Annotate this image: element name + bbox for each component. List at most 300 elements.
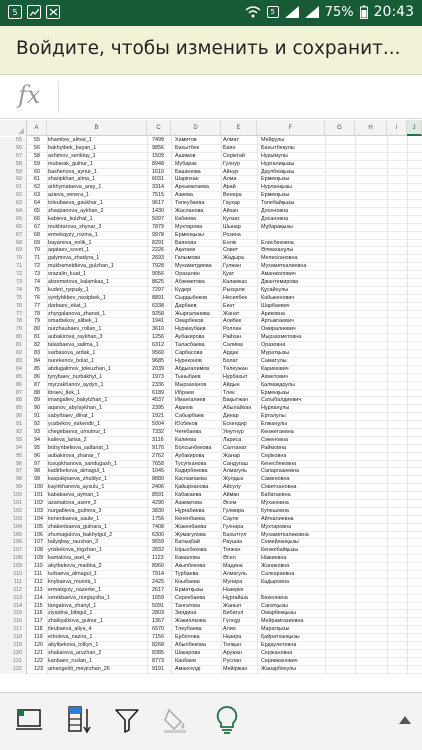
row-number[interactable]: 96 [0,461,27,469]
row-number[interactable]: 77 [0,311,27,319]
table-row[interactable] [0,421,422,429]
table-row[interactable] [0,334,422,342]
sheet-view-button[interactable] [12,703,46,737]
cell-a[interactable]: 81 [34,334,40,341]
cell-d[interactable]: Башенова [175,168,201,175]
table-row[interactable] [0,500,422,508]
cell-c[interactable]: 9659 [152,539,164,546]
cell-d[interactable]: Аубакирова [175,334,205,341]
cell-b[interactable]: toleubaeva_gaukhar_1 [48,200,103,207]
cell-a[interactable]: 96 [34,452,40,459]
cell-f[interactable]: Каримович [261,365,289,372]
table-row[interactable] [0,492,422,500]
row-number[interactable]: 114 [0,603,27,611]
cell-b[interactable]: yrisbekova_togzhan_1 [48,547,102,554]
cell-e[interactable]: Әсел [223,555,236,562]
cell-f[interactable]: Ермекқызы [261,192,290,199]
table-row[interactable] [0,224,422,232]
cell-b[interactable]: sharipkhan_alma_1 [48,176,96,183]
table-row[interactable] [0,232,422,240]
cell-c[interactable]: 2336 [152,381,164,388]
cell-e[interactable]: Мунира [223,578,243,585]
cell-b[interactable]: bashenova_aynur_1 [48,168,97,175]
cell-d[interactable]: Сырдыбеков [175,294,207,301]
table-row[interactable] [0,303,422,311]
table-row[interactable] [0,437,422,445]
cell-c[interactable]: 7914 [152,570,164,577]
cell-b[interactable]: kamalova_asel_4 [48,555,90,562]
row-number[interactable]: 88 [0,397,27,405]
row-number[interactable]: 67 [0,232,27,240]
cell-a[interactable]: 69 [34,239,40,246]
cell-e[interactable]: Бибигүл [223,610,244,617]
cell-c[interactable]: 1509 [152,152,164,159]
cell-c[interactable]: 2762 [152,452,164,459]
cell-f[interactable]: Салкараевна [261,570,295,577]
spreadsheet-grid[interactable] [0,120,422,675]
cell-c[interactable]: 9856 [152,144,164,151]
table-row[interactable] [0,366,422,374]
cell-e[interactable]: Нұрғайша [223,594,248,601]
table-row[interactable] [0,650,422,658]
cell-d[interactable]: Толеубаева [175,200,205,207]
cell-e[interactable]: Розина [223,231,241,238]
cell-c[interactable]: 8948 [152,160,164,167]
table-row[interactable] [0,295,422,303]
table-row[interactable] [0,382,422,390]
cell-b[interactable]: tleubaeva_aliya_4 [48,626,92,633]
cell-f[interactable]: Семейханқызы [261,539,299,546]
cell-c[interactable]: 1256 [152,334,164,341]
cell-a[interactable]: 55 [34,137,40,143]
cell-a[interactable]: 97 [34,460,40,467]
cell-b[interactable]: zhyrgalanova_zhanat_1 [48,310,106,317]
row-number[interactable]: 105 [0,532,27,540]
cell-b[interactable]: imangaliev_bakytzhan_1 [48,397,108,404]
cell-f[interactable]: Досеновна [261,208,289,215]
cell-d[interactable]: Шакарова [175,649,201,656]
table-row[interactable] [0,610,422,618]
table-row[interactable] [0,484,422,492]
table-row[interactable] [0,247,422,255]
cell-a[interactable]: 73 [34,271,40,278]
cell-b[interactable]: darbaev_ekat_1 [48,302,87,309]
column-header-e[interactable]: E [221,120,257,136]
cell-f[interactable]: Аманжолович [261,271,296,278]
column-header-f[interactable]: F [257,120,325,136]
cell-d[interactable]: Ақанов [175,405,193,412]
cell-f[interactable]: Ариковна [261,310,285,317]
row-number[interactable]: 118 [0,634,27,642]
cell-b[interactable]: ibraev_tlek_1 [48,389,81,396]
cell-a[interactable]: 118 [34,626,43,633]
cell-e[interactable]: Болат [223,357,238,364]
row-number[interactable]: 110 [0,571,27,579]
cell-d[interactable]: Нұрғабиева [175,507,205,514]
row-number[interactable]: 90 [0,413,27,421]
cell-c[interactable]: 2803 [152,610,164,617]
cell-a[interactable]: 111 [34,570,43,577]
cell-c[interactable]: 8385 [152,649,164,656]
cell-a[interactable]: 109 [34,555,43,562]
cell-f[interactable]: Әлмаханұлы [261,247,294,254]
cell-d[interactable]: Амангелдi [175,665,201,672]
cell-d[interactable]: Балықбай [175,539,200,546]
cell-a[interactable]: 121 [34,649,43,656]
cell-c[interactable]: 3116 [152,436,164,443]
table-row[interactable] [0,547,422,555]
cell-d[interactable]: Дарбаев [175,302,197,309]
cell-d[interactable]: Азиева [175,192,193,199]
cell-f[interactable]: Сержановна [261,649,293,656]
cell-c[interactable]: 1941 [152,318,164,325]
row-number[interactable]: 99 [0,484,27,492]
column-header-g[interactable]: G [325,120,355,136]
cell-d[interactable]: Ашимов [175,152,196,159]
cell-b[interactable]: bolsynbekova_saltanat_1 [48,444,109,451]
cell-f[interactable]: Маратқызы [261,626,290,633]
row-number[interactable]: 87 [0,390,27,398]
table-row[interactable] [0,397,422,405]
cell-a[interactable]: 115 [34,602,43,609]
cell-e[interactable]: Енлiк [223,239,237,246]
cell-a[interactable]: 103 [34,507,43,514]
cell-a[interactable]: 107 [34,539,43,546]
cell-e[interactable]: Ардак [223,350,238,357]
cell-b[interactable]: nurekenov_bolat_1 [48,357,94,364]
cell-b[interactable]: abzemetova_kalamkas_1 [48,279,110,286]
cell-d[interactable]: Тыныбаев [175,373,201,380]
cell-f[interactable]: Оразовна [261,342,286,349]
cell-a[interactable]: 82 [34,342,40,349]
cell-a[interactable]: 106 [34,531,43,538]
cell-d[interactable]: Канбаев [175,657,196,664]
cell-f[interactable]: Қайратханқызы [261,634,300,641]
table-row[interactable] [0,532,422,540]
row-number[interactable]: 86 [0,382,27,390]
table-row[interactable] [0,350,422,358]
cell-d[interactable]: Юсбеков [175,421,198,428]
cell-b[interactable]: arkhymataeva_aray_1 [48,184,102,191]
cell-a[interactable]: 88 [34,389,40,396]
cell-f[interactable]: Досановна [261,215,289,222]
cell-e[interactable]: Ескендир [223,421,247,428]
row-number[interactable]: 92 [0,429,27,437]
cell-e[interactable]: Алмагуль [223,468,247,475]
cell-c[interactable]: 7408 [152,523,164,530]
cell-f[interactable]: Мухтаровна [261,523,292,530]
cell-d[interactable]: Нуржаубаев [175,326,206,333]
table-row[interactable] [0,476,422,484]
cell-a[interactable]: 100 [34,484,43,491]
cell-a[interactable]: 110 [34,563,43,570]
cell-b[interactable]: zhumagulova_bakhytgul_2 [48,531,113,538]
cell-a[interactable]: 83 [34,350,40,357]
cell-e[interactable]: Гаухар [223,200,240,207]
row-number[interactable]: 84 [0,366,27,374]
cell-c[interactable]: 6312 [152,342,164,349]
cell-c[interactable]: 7297 [152,286,164,293]
cell-e[interactable]: Жулдыз [223,476,244,483]
table-row[interactable] [0,161,422,169]
cell-f[interactable]: Джантемирова [261,279,299,286]
row-number[interactable]: 68 [0,240,27,248]
table-row[interactable] [0,524,422,532]
cell-d[interactable]: Каспакпаева [175,476,207,483]
cell-f[interactable]: Нұрланұлы [261,405,290,412]
cell-f[interactable]: Раймовна [261,444,286,451]
cell-c[interactable]: 1045 [152,468,164,475]
cell-e[interactable]: Нурбахыт [223,373,248,380]
cell-a[interactable]: 104 [34,515,43,522]
cell-b[interactable]: zhakiyalkova_gulnur_1 [48,618,103,625]
cell-a[interactable]: 99 [34,476,40,483]
row-number[interactable]: 100 [0,492,27,500]
table-row[interactable] [0,358,422,366]
cell-a[interactable]: 62 [34,184,40,191]
cell-a[interactable]: 117 [34,618,43,625]
row-number[interactable]: 69 [0,247,27,255]
cell-c[interactable]: 8591 [152,492,164,499]
row-number[interactable]: 112 [0,587,27,595]
cell-e[interactable]: Гулмира [223,507,244,514]
row-number[interactable]: 115 [0,610,27,618]
cell-a[interactable]: 59 [34,160,40,167]
cell-b[interactable]: zhaspanova_aykhan_2 [48,208,104,215]
cell-c[interactable]: 5091 [152,602,164,609]
row-number[interactable]: 75 [0,295,27,303]
row-number[interactable]: 82 [0,350,27,358]
cell-e[interactable]: Динар [223,413,239,420]
cell-c[interactable]: 6570 [152,626,164,633]
expand-toolbar-button[interactable] [388,703,422,737]
cell-e[interactable]: Алибек [223,318,242,325]
cell-f[interactable]: Мухаметкаликовна [261,531,309,538]
cell-b[interactable]: balyqbay_raushan_3 [48,539,99,546]
cell-f[interactable]: Даулбекқызы [261,168,295,175]
cell-a[interactable]: 120 [34,642,43,648]
row-number[interactable]: 60 [0,176,27,184]
row-number[interactable]: 55 [0,137,27,145]
cell-a[interactable]: 90 [34,405,40,412]
cell-a[interactable]: 70 [34,247,40,254]
cell-a[interactable]: 76 [34,294,40,301]
table-row[interactable] [0,176,422,184]
cell-b[interactable]: aqataev_sovet_1 [48,247,90,254]
cell-b[interactable]: yusbekov_eskendir_1 [48,421,101,428]
cell-e[interactable]: Арай [223,184,236,191]
cell-f[interactable]: Шарбаевич [261,302,290,309]
cell-c[interactable]: 3314 [152,184,164,191]
cell-d[interactable]: Азаматова [175,499,202,506]
cell-d[interactable]: Аубакирова [175,452,205,459]
cell-c[interactable]: 6338 [152,302,164,309]
signin-banner-text[interactable]: Войдите, чтобы изменить и сохранит... [16,38,401,59]
column-header-a[interactable]: A [27,120,47,136]
row-number[interactable]: 93 [0,437,27,445]
cell-a[interactable]: 79 [34,318,40,325]
cell-b[interactable]: omarbekov_alibek_1 [48,318,98,325]
cell-e[interactable]: Екат [223,302,235,309]
cell-f[interactable]: Нурланқызы [261,184,293,191]
cell-d[interactable]: Күдерi [175,286,192,293]
cell-d[interactable]: Архыматаева [175,184,209,191]
cell-f[interactable]: Бабатаевна [261,492,291,499]
cell-e[interactable]: Айхан [223,208,239,215]
cell-f[interactable]: Омарбекқызы [261,610,296,617]
cell-e[interactable]: Алия [223,626,236,633]
cell-b[interactable]: ziyadina_bibigul_1 [48,610,93,617]
cell-b[interactable]: amangeldi_meyirzhan_26 [48,665,110,672]
grid-rows[interactable] [0,137,422,674]
cell-a[interactable]: 112 [34,578,43,585]
cell-d[interactable]: Абземетова [175,279,205,286]
table-row[interactable] [0,468,422,476]
cell-c[interactable]: 2226 [152,247,164,254]
cell-c[interactable]: 1610 [152,168,164,175]
cell-f[interactable]: Жанарбекулы [261,665,297,672]
cell-f[interactable]: Елжанұлы [261,421,288,428]
cell-e[interactable]: Несипбек [223,294,247,301]
column-header-d[interactable]: D [171,120,221,136]
cell-c[interactable]: 9176 [152,444,164,451]
cell-b[interactable]: myrzakhanov_aydyn_1 [48,381,104,388]
row-number[interactable]: 104 [0,524,27,532]
cell-a[interactable]: 122 [34,657,43,664]
cell-e[interactable]: Баян [223,144,236,151]
cell-f[interactable]: Ахметович [261,373,288,380]
cell-a[interactable]: 75 [34,286,40,293]
cell-b[interactable]: kanbaev_ruslan_1 [48,657,93,664]
cell-c[interactable]: 6031 [152,176,164,183]
table-row[interactable] [0,666,422,674]
table-row[interactable] [0,287,422,295]
cell-c[interactable]: 4537 [152,397,164,404]
cell-d[interactable]: Ырысбекова [175,547,207,554]
cell-e[interactable]: Салтанат [223,444,247,451]
cell-e[interactable]: Сауле [223,515,239,522]
cell-c[interactable]: 2425 [152,578,164,585]
cell-c[interactable]: 8268 [152,642,164,648]
cell-f[interactable]: Айткалиевна [261,515,294,522]
cell-f[interactable]: Сапаргазиевна [261,468,299,475]
cell-a[interactable]: 74 [34,279,40,286]
cell-f[interactable]: Мухаметкалиевна [261,263,307,270]
cell-c[interactable]: 1973 [152,373,164,380]
cell-c[interactable]: 9978 [152,231,164,238]
cell-d[interactable]: Тлеубаева [175,626,202,633]
cell-d[interactable]: Бахытбек [175,144,199,151]
cell-e[interactable]: Толқын [223,642,242,648]
row-number[interactable]: 73 [0,279,27,287]
cell-e[interactable]: Аружан [223,649,242,656]
cell-c[interactable]: 9560 [152,350,164,357]
cell-c[interactable]: 8880 [152,476,164,483]
row-number[interactable]: 81 [0,342,27,350]
cell-e[interactable]: Тоғжан [223,547,241,554]
row-number[interactable]: 56 [0,145,27,153]
cell-d[interactable]: Кныбаева [175,578,200,585]
cell-b[interactable]: aubakirova_zhanar_7 [48,452,100,459]
cell-a[interactable]: 58 [34,152,40,159]
cell-d[interactable]: Мухтарова [175,223,203,230]
row-number[interactable]: 109 [0,563,27,571]
cell-f[interactable]: Кенесбековна [261,460,297,467]
cell-f[interactable]: Ермекқызы [261,176,290,183]
cell-c[interactable]: 1921 [152,413,164,420]
cell-b[interactable]: abdugalimov_toleuzhan_1 [48,365,111,372]
cell-e[interactable]: Назира [223,634,242,641]
table-row[interactable] [0,658,422,666]
row-number[interactable]: 72 [0,271,27,279]
table-row[interactable] [0,579,422,587]
cell-b[interactable]: chegebaeva_umutnur_1 [48,428,107,435]
cell-b[interactable]: serekbaeva_nurgaysha_1 [48,594,111,601]
table-row[interactable] [0,208,422,216]
cell-e[interactable]: Венера [223,192,242,199]
cell-d[interactable]: Оразалин [175,271,200,278]
cell-c[interactable]: 2039 [152,365,164,372]
cell-a[interactable]: 84 [34,357,40,364]
cell-b[interactable]: knybaeva_munira_1 [48,578,97,585]
cell-c[interactable]: 6300 [152,531,164,538]
table-row[interactable] [0,169,422,177]
cell-e[interactable]: Назерке [223,586,244,593]
cell-d[interactable]: Сабырбаев [175,413,204,420]
cell-d[interactable]: Мырзаханов [175,381,207,388]
select-all-corner[interactable] [0,120,27,136]
cell-c[interactable]: 2832 [152,547,164,554]
cell-f[interactable]: Кенжебайқызы [261,547,299,554]
cell-f[interactable]: Сағатқызы [261,602,288,609]
cell-c[interactable]: 9617 [152,200,164,207]
table-row[interactable] [0,429,422,437]
cell-e[interactable]: Жанар [223,452,241,459]
column-header-i[interactable]: I [387,120,407,136]
cell-b[interactable]: bayanova_enlik_1 [48,239,92,246]
row-number[interactable]: 57 [0,153,27,161]
row-number[interactable]: 79 [0,326,27,334]
cell-d[interactable]: Камалова [175,555,200,562]
table-row[interactable] [0,216,422,224]
cell-e[interactable]: Салима [223,342,243,349]
cell-c[interactable]: 5004 [152,421,164,428]
cell-e[interactable]: Роллан [223,326,242,333]
cell-b[interactable]: khamitov_almat_1 [48,137,92,143]
cell-e[interactable]: Кулзат [223,215,240,222]
cell-f[interactable]: Мейрулы [261,137,285,143]
cell-e[interactable]: Алмат [223,137,239,143]
cell-f[interactable]: Кадыровна [261,578,289,585]
table-row[interactable] [0,516,422,524]
cell-e[interactable]: Гүлнұр [223,618,241,625]
cell-e[interactable]: Гулжан [223,263,241,270]
cell-b[interactable]: kabieva_kulzhat_1 [48,215,93,222]
cell-e[interactable]: Бақытжан [223,397,248,404]
column-header-h[interactable]: H [355,120,387,136]
cell-e[interactable]: Айдын [223,381,240,388]
row-number[interactable]: 59 [0,169,27,177]
cell-e[interactable]: Лариса [223,436,242,443]
cell-d[interactable]: Кадирбекова [175,468,208,475]
table-row[interactable] [0,453,422,461]
cell-d[interactable]: Турбаева [175,570,199,577]
row-number[interactable]: 64 [0,208,27,216]
cell-a[interactable]: 71 [34,255,40,262]
cell-a[interactable]: 108 [34,547,43,554]
table-row[interactable] [0,192,422,200]
cell-d[interactable]: Серекбаева [175,594,206,601]
